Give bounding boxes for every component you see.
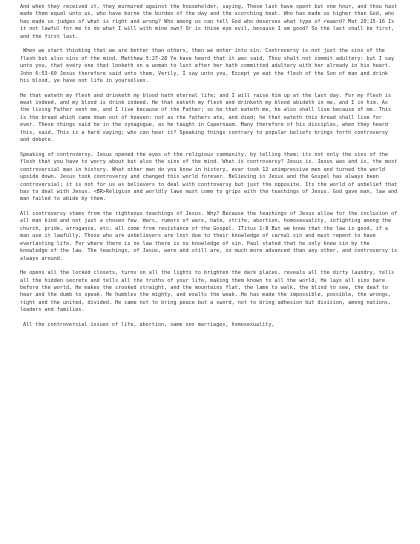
paragraph-3: He that eateth my flesh and drinketh my blood hath eternal life; and I will raise him up at the last day. For my flesh is meat indeed, and my blood is drink indeed. He that eateth my flesh and drinketh my blood abideth in me, and I in him. As the living Father sent me, and I live because of the Father; so he that eateth me, he also shall live because of me. This is the bread which came down out of heaven: not as the fathers ate, and died; he that eateth this bread shall live for ever. These things said he in the synagogue, as he taught in Capernaum. Many therefore of his disciples, when they heard this, said, This is a hard saying; who can hear it? Speaking things contrary to popular beliefs brings forth controversy and debate.	[20, 92, 392, 144]
document-page	[20, 4, 398, 336]
paragraph-5: All controversy stems from the righteous teachings of Jesus. Why? Because the teachings of Jesus allow for the inclusion of all man kind and not just a chosen few. Wars, rumors of wars, hate, strife, abortion, homosexuality, infighting among the church, pride, arrogance, etc, all come from resistance of the Gospel. 1Titus 1:8 But we know that the law is good, if a man use it lawfully, Those who are unbelievers are lost due to their knowledge of carnal sin and must repent to have everlasting life. For where there is no law there is no knowledge of sin. Paul stated that he only knew sin by the knowledge of the law. The teachings, of Jesus, were and still are, so much more advanced than any other, and controversy is always around.	[20, 210, 398, 262]
paragraph-4: Speaking of controversy, Jesus opened the eyes of the religious community, by telling them; its not only the sins of the flesh that you have to worry about but also the sins of the mind. What is controversy? Jesus is. Jesus was and is, the most controversial man in history. What other man do you know in history, ever took 12 unimpressive men and turned the world upside down. Jesus took controversy and changed this world forever. Believing in Jesus and the Gospel has always been controversial; it is not for us as believers to deal with controversy but just the opposite. Its the world of unbelief that has to deal with Jesus. <BR>Religion and worldly laws must come to grips with the teachings of Jesus. God gave man, law and man failed to abide by them.	[20, 151, 398, 203]
paragraph-7: All the controversial issues of life, abortion, same sex marriages, homosexuality,	[23, 321, 275, 328]
paragraph-1: And when they received it, they murmured against the householder, saying, These last have spent but one hour, and thou hast made them equal unto us, who have borne the burden of the day and the scorching heat. Who has made us higher than God, who has made us judges of what is right and wrong? Who among us can tell God who deserves what type of reward? Mat 20:15-16 Is it not lawful for me to do what I will with mine own? Or is thine eye evil, because I am good? So the last shall be first, and the first last.	[20, 4, 398, 40]
paragraph-2: When we start thinking that we are better than others, then we enter into sin. Controversy is not just the sins of the flesh but also sins of the mind. Matthew 5:27-28 Ye have heard that it was said, Thou shalt not commit adultery: but I say unto you, that every one that looketh on a woman to lust after her hath committed adultery with her already in his heart. John 6:53-60 Jesus therefore said unto them, Verily, I say unto you, Except ye eat the flesh of the Son of man and drink his blood, ye have not life in yourselves.	[20, 48, 395, 85]
paragraph-6: He opens all the locked closets, turns on all the lights to brighten the dark places, reveals all the dirty laundry, tells all the hidden secrets and tells all the truths of your life, making them known to all the world, He lays all sins bare before the world, He makes the crooked straight, and the mountains flat, the lame to walk, the blind to see, the deaf to hear and the dumb to speak. He humbles the mighty, and exalts the weak. He has made the impossible, possible, the wrongs, right and the united, divided. He came not to bring peace but a sword, not to bring adhesion but division, among nations, leaders and families.	[20, 270, 395, 314]
